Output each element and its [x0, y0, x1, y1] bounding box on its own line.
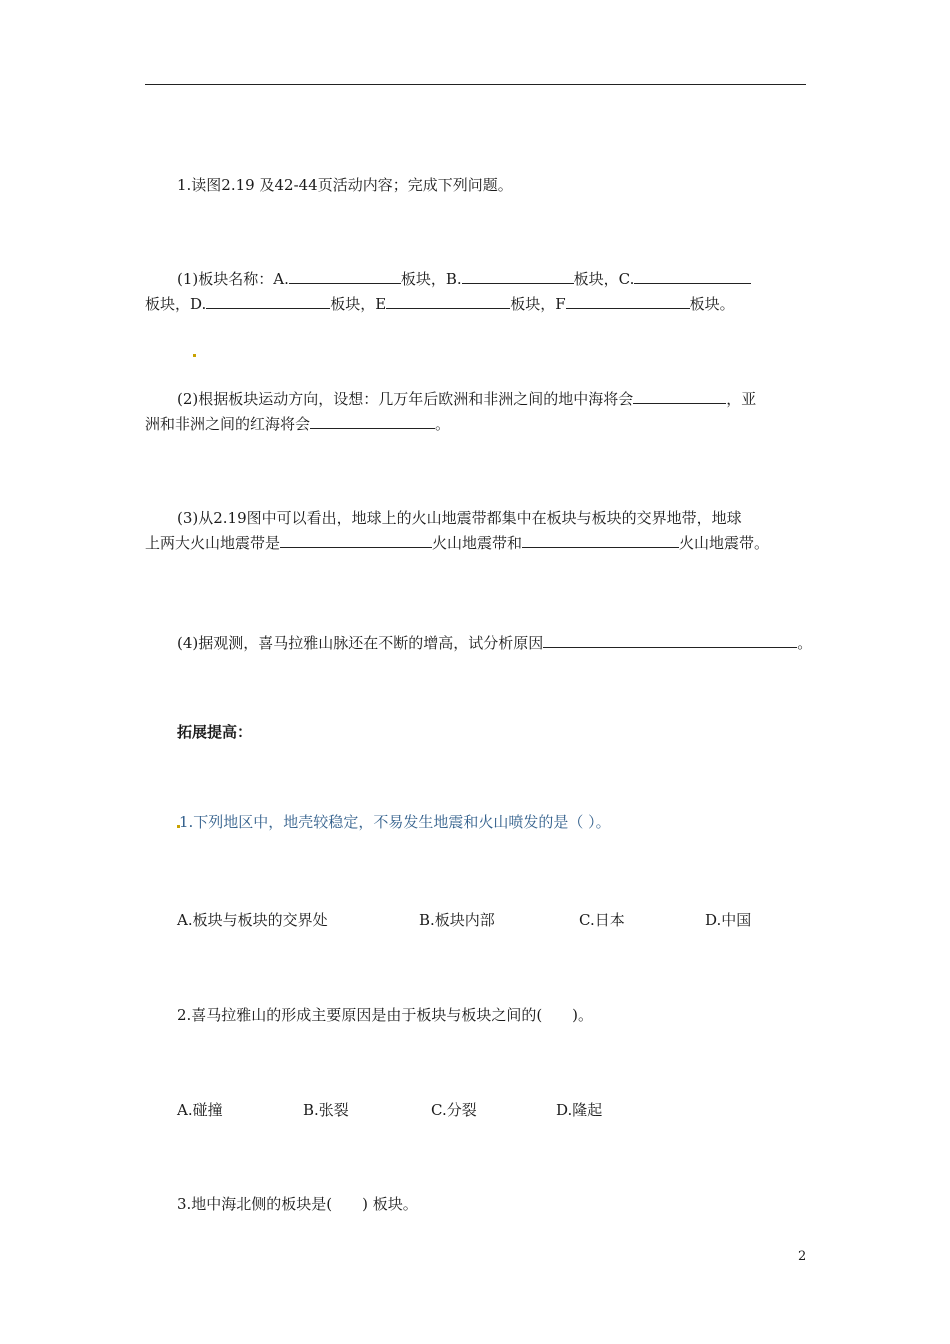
decorative-dot: [193, 354, 196, 357]
blank-plate-c[interactable]: [634, 269, 751, 284]
question-1-1-line1: [177, 269, 751, 289]
question-1-3-line2: [145, 533, 769, 553]
ext-question-2: 2.喜马拉雅山的形成主要原因是由于板块与板块之间的( )。: [177, 1006, 594, 1024]
ext1-option-a[interactable]: A.板块与板块的交界处: [177, 911, 328, 929]
header-rule: [145, 84, 806, 85]
q1-2-prefix: (2)根据板块运动方向，设想：几万年后欧洲和非洲之间的地中海将会: [177, 390, 634, 408]
q1-1-s4: 板块，F: [510, 295, 566, 313]
q1-1-s3: 板块，E: [330, 295, 387, 313]
q1-4-prefix: (4)据观测，喜马拉雅山脉还在不断的增高，试分析原因: [177, 634, 544, 652]
q1-1-end: 板块。: [689, 295, 735, 313]
extension-heading: 拓展提高：: [177, 723, 253, 741]
ext2-option-a[interactable]: A.碰撞: [177, 1101, 223, 1119]
question-1-intro: 1.读图2.19 及42-44页活动内容；完成下列问题。: [177, 176, 513, 194]
blank-volcanic-belt-1[interactable]: [280, 533, 432, 548]
q1-1-l2-start: 板块，D.: [145, 295, 207, 313]
q1-1-prefix: (1)板块名称：A.: [177, 270, 289, 288]
ext2-option-c[interactable]: C.分裂: [431, 1101, 477, 1119]
ext-question-3: 3.地中海北侧的板块是( ) 板块。: [177, 1195, 418, 1213]
page-number: 2: [798, 1249, 807, 1264]
question-1-1-line2: [145, 294, 735, 314]
ext-question-1: 1.下列地区中，地壳较稳定，不易发生地震和火山喷发的是（ ）。: [179, 813, 611, 831]
ext1-option-b[interactable]: B.板块内部: [419, 911, 495, 929]
blank-plate-b[interactable]: [462, 269, 574, 284]
blank-plate-e[interactable]: [386, 294, 510, 309]
q1-3-end: 火山地震带。: [679, 534, 770, 552]
q1-2-l2-prefix: 洲和非洲之间的红海将会: [145, 415, 311, 433]
ext1-option-d[interactable]: D.中国: [705, 911, 752, 929]
blank-plate-a[interactable]: [289, 269, 401, 284]
question-1-3-line1: (3)从2.19图中可以看出，地球上的火山地震带都集中在板块与板块的交界地带，地球: [177, 509, 742, 527]
question-1-2-line2: [145, 414, 450, 434]
blank-himalaya-reason[interactable]: [543, 633, 797, 648]
q1-3-l2-prefix: 上两大火山地震带是: [145, 534, 281, 552]
q1-2-mid: ，亚: [726, 390, 757, 408]
ext2-option-b[interactable]: B.张裂: [303, 1101, 349, 1119]
q1-4-end: 。: [797, 634, 813, 652]
blank-plate-d[interactable]: [206, 294, 330, 309]
blank-volcanic-belt-2[interactable]: [522, 533, 679, 548]
question-1-4: [177, 633, 812, 653]
q1-1-s1: 板块，B.: [400, 270, 462, 288]
blank-red-sea[interactable]: [310, 414, 435, 429]
blank-mediterranean[interactable]: [633, 389, 726, 404]
q1-1-s2: 板块，C.: [573, 270, 635, 288]
ext2-option-d[interactable]: D.隆起: [556, 1101, 603, 1119]
q1-3-mid: 火山地震带和: [432, 534, 523, 552]
ext1-option-c[interactable]: C.日本: [579, 911, 625, 929]
question-1-2-line1: [177, 389, 756, 409]
blank-plate-f[interactable]: [566, 294, 690, 309]
q1-2-end: 。: [435, 415, 451, 433]
